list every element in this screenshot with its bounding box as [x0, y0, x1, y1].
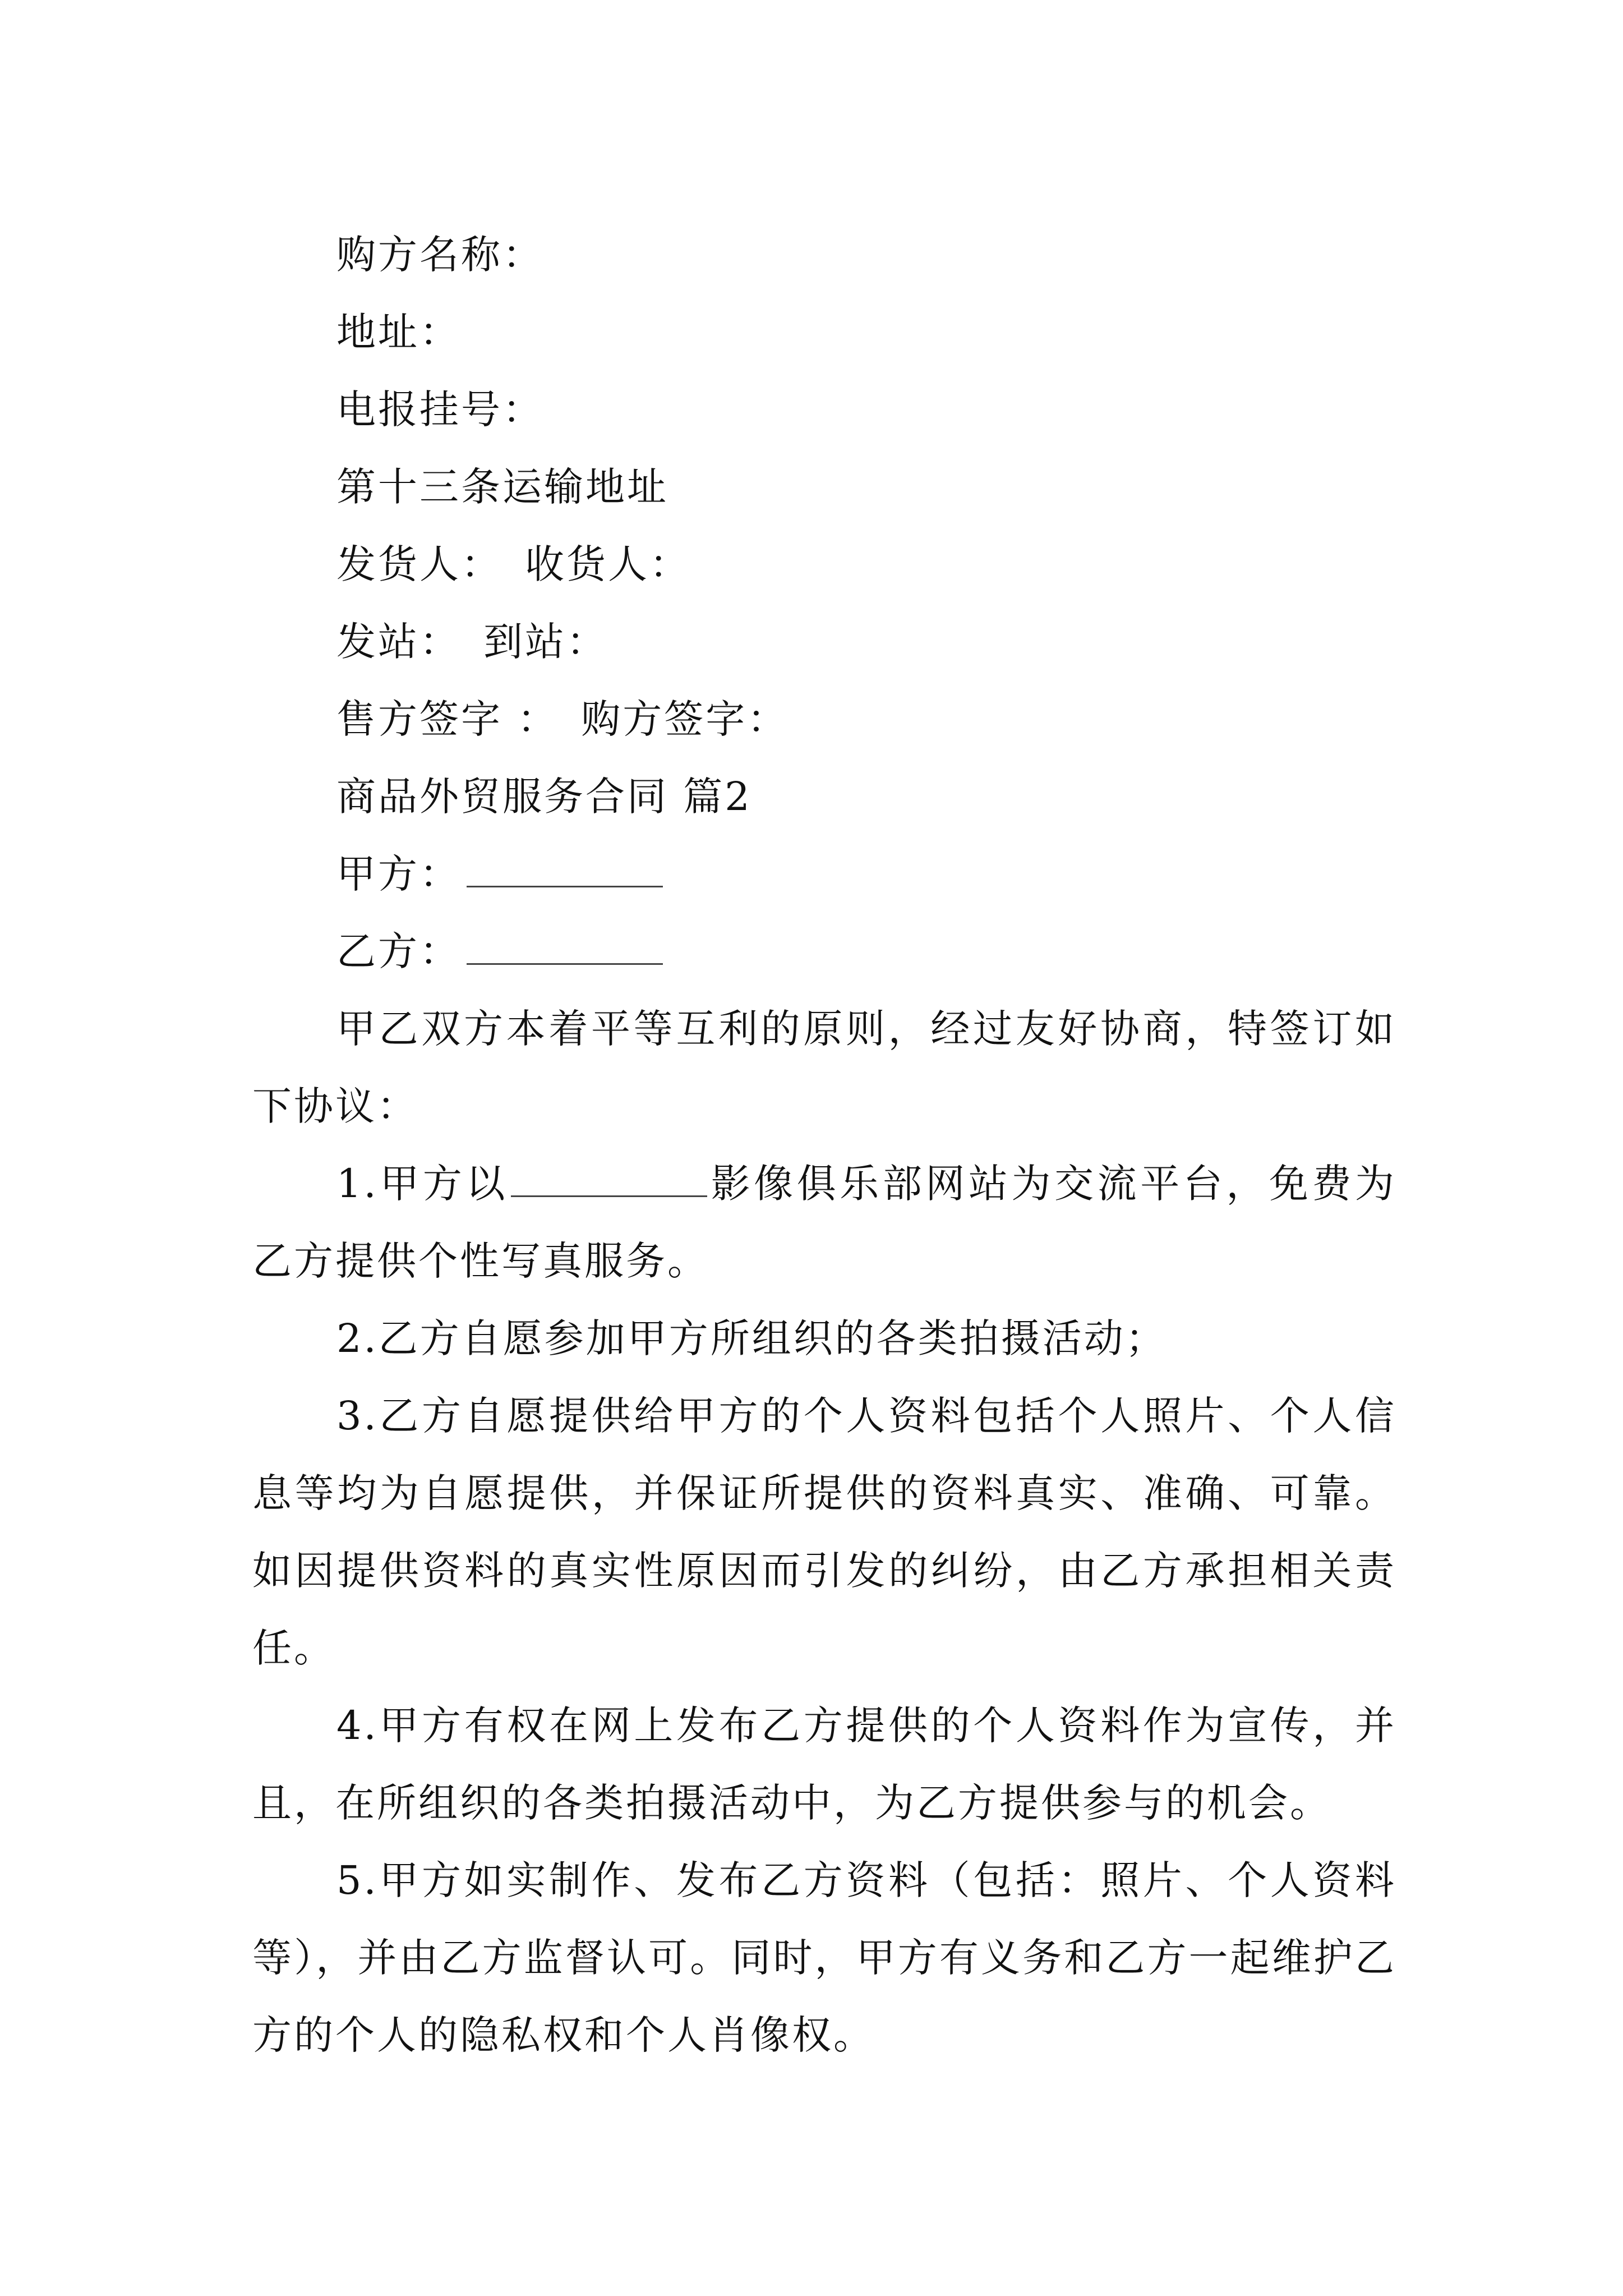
consignor-consignee-line — [252, 526, 1396, 603]
arrival-station-label: 到站： — [483, 619, 608, 665]
clause-4: 4.甲方有权在网上发布乙方提供的个人资料作为宣传，并且，在所组织的各类拍摄活动中，为乙方提供参与的机会。 — [252, 1703, 1396, 1826]
clause-5: 5.甲方如实制作、发布乙方资料（包括：照片、个人资料等），并由乙方监督认可。同时，甲方有义务和乙方一起维护乙方的个人的隐私权和个人肖像权。 — [252, 1857, 1396, 2058]
clause-1 — [252, 1145, 1396, 1300]
consignor-label: 发货人： — [336, 541, 502, 587]
clause-3: 3.乙方自愿提供给甲方的个人资料包括个人照片、个人信息等均为自愿提供，并保证所提供的资料真实、准确、可靠。如因提供资料的真实性原因而引发的纠纷，由乙方承担相关责任。 — [252, 1393, 1396, 1671]
party-b-label: 乙方： — [336, 928, 461, 974]
telegraphic-address-line: 电报挂号： — [336, 386, 544, 432]
clause-1-blank — [511, 1162, 707, 1197]
signatures-line — [252, 680, 1396, 758]
document-body — [252, 216, 1396, 2074]
buyer-signature-label: 购方签字： — [581, 696, 789, 742]
intro-paragraph: 甲乙双方本着平等互利的原则，经过友好协商，特签订如下协议： — [252, 1006, 1396, 1129]
departure-station-label: 发站： — [336, 619, 461, 665]
consignee-label: 收货人： — [525, 541, 691, 587]
buyer-name-line: 购方名称： — [336, 232, 544, 278]
clause-1-start: 1.甲方以 — [336, 1161, 509, 1207]
article-13-title: 第十三条运输地址 — [336, 464, 668, 510]
stations-line — [252, 603, 1396, 680]
clause-2: 2.乙方自愿参加甲方所组织的各类拍摄活动； — [336, 1315, 1167, 1361]
seller-signature-label: 售方签字 ： — [336, 696, 559, 742]
contract-2-title: 商品外贸服务合同 篇2 — [336, 774, 752, 820]
clause-1-end: 影像俱乐部网站为交流平台，免费为乙方提供个性写真服务。 — [252, 1161, 1396, 1284]
party-b-line — [252, 913, 1396, 990]
party-b-blank — [467, 930, 663, 965]
address-line: 地址： — [336, 309, 461, 355]
party-a-blank — [467, 852, 663, 887]
party-a-line — [252, 835, 1396, 913]
party-a-label: 甲方： — [336, 851, 461, 897]
